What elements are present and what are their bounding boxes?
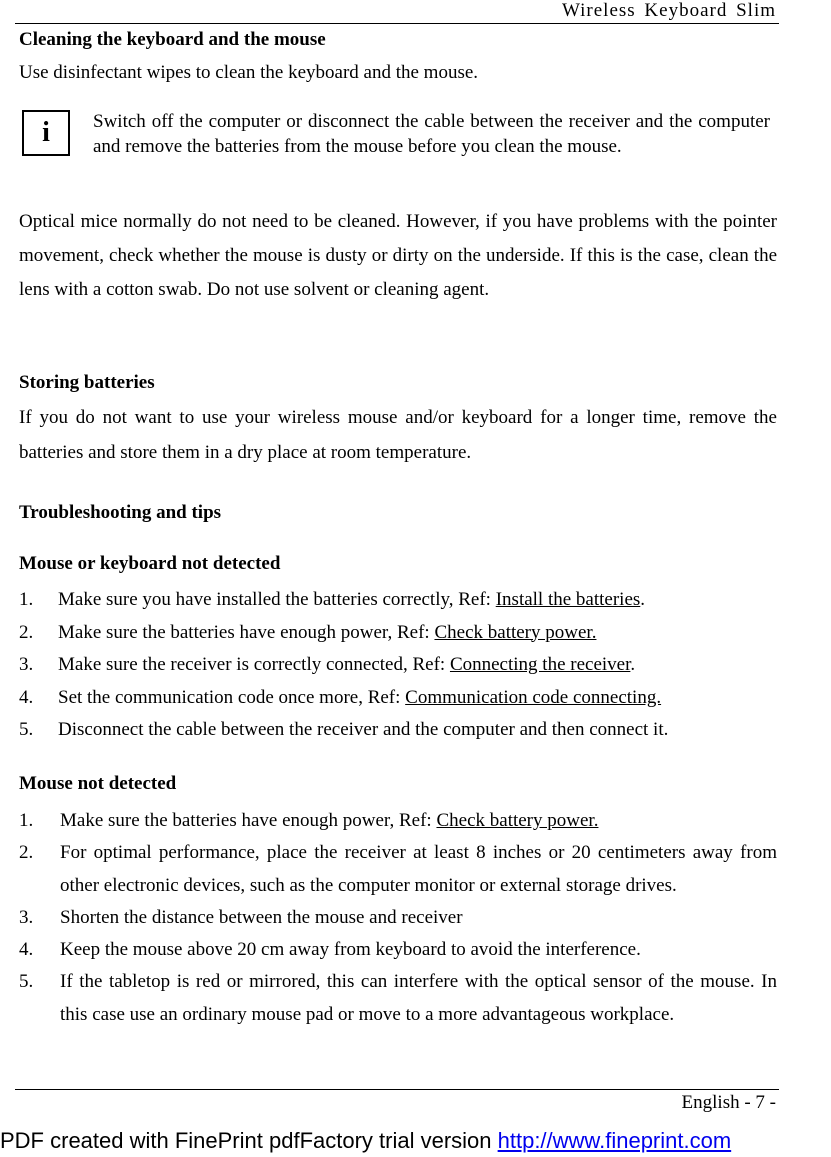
info-icon: i bbox=[22, 110, 70, 156]
page-number: English - 7 - bbox=[681, 1092, 776, 1113]
list-item bbox=[19, 682, 777, 715]
list-item bbox=[19, 966, 777, 1031]
list-item-number: 1. bbox=[19, 810, 34, 831]
footer-rule bbox=[15, 1089, 779, 1090]
list-item-number: 5. bbox=[19, 971, 34, 993]
storing-heading: Storing batteries bbox=[19, 372, 155, 393]
reference-link[interactable]: Connecting the receiver bbox=[449, 654, 631, 675]
list-item-text: If the tabletop is red or mirrored, this can interfere with the optical sensor of the mouse. In this case use an ordinary mouse pad or move to a more advantageous workplace. bbox=[60, 971, 777, 1025]
troubleshooting-heading: Troubleshooting and tips bbox=[19, 502, 222, 523]
cleaning-body: Optical mice normally do not need to be cleaned. However, if you have problems with the pointer movement, check whether the mouse is dusty or dirty on the underside. If this is the case, clean the lens with a cotton swab. Do not use solvent or cleaning agent. bbox=[19, 211, 777, 300]
pdf-banner-text: PDF created with FinePrint pdfFactory trial version bbox=[0, 1128, 498, 1153]
header-rule bbox=[15, 23, 779, 24]
list-item-number: 4. bbox=[19, 686, 34, 708]
list-item bbox=[19, 649, 777, 682]
not-detected-heading: Mouse or keyboard not detected bbox=[19, 553, 281, 574]
list-item bbox=[19, 934, 777, 966]
list-item-number: 3. bbox=[19, 654, 34, 675]
list-item-number: 5. bbox=[19, 719, 34, 740]
list-item-tail: . bbox=[640, 589, 646, 610]
header-title: Wireless Keyboard Slim bbox=[561, 0, 776, 21]
cleaning-intro: Use disinfectant wipes to clean the keyboard and the mouse. bbox=[19, 62, 479, 83]
list-item bbox=[19, 902, 777, 934]
list-item-number: 2. bbox=[19, 621, 34, 643]
list-item-text: Make sure the receiver is correctly connected, Ref: bbox=[58, 654, 450, 675]
list-item-tail: . bbox=[630, 654, 636, 675]
mouse-not-detected-heading: Mouse not detected bbox=[19, 773, 177, 794]
list-item-number: 2. bbox=[19, 842, 34, 864]
list-item-text: Make sure you have installed the batteries correctly, Ref: bbox=[58, 589, 496, 610]
reference-link[interactable]: Check battery power. bbox=[434, 621, 597, 643]
reference-link[interactable]: Install the batteries bbox=[495, 589, 641, 610]
pdf-banner-link[interactable]: http://www.fineprint.com bbox=[497, 1128, 732, 1153]
cleaning-heading: Cleaning the keyboard and the mouse bbox=[19, 29, 326, 50]
list-item bbox=[19, 837, 777, 902]
list-item-text: Disconnect the cable between the receiver and the computer and then connect it. bbox=[58, 719, 669, 740]
list-item-number: 3. bbox=[19, 906, 34, 928]
list-item bbox=[19, 805, 777, 837]
not-detected-list bbox=[19, 584, 777, 747]
cleaning-note: Switch off the computer or disconnect the cable between the receiver and the computer and remove the batteries from the mouse before you clean the mouse. bbox=[93, 111, 770, 157]
list-item-text: Make sure the batteries have enough power, Ref: bbox=[58, 621, 435, 643]
list-item-text: Make sure the batteries have enough power, Ref: bbox=[60, 810, 437, 831]
list-item-number: 1. bbox=[19, 589, 34, 610]
list-item bbox=[19, 714, 777, 747]
reference-link[interactable]: Check battery power. bbox=[436, 810, 599, 831]
list-item-number: 4. bbox=[19, 939, 34, 961]
list-item bbox=[19, 617, 777, 650]
reference-link[interactable]: Communication code connecting. bbox=[405, 686, 662, 708]
storing-body: If you do not want to use your wireless mouse and/or keyboard for a longer time, remove the batteries and store them in a dry place at room temperature. bbox=[19, 407, 777, 463]
mouse-not-detected-list bbox=[19, 805, 777, 1031]
pdf-banner bbox=[0, 1128, 831, 1154]
list-item-text: Set the communication code once more, Ref: bbox=[58, 686, 406, 708]
list-item-text: Keep the mouse above 20 cm away from keyboard to avoid the interference. bbox=[60, 939, 641, 961]
list-item-text: Shorten the distance between the mouse and receiver bbox=[60, 906, 463, 928]
list-item bbox=[19, 584, 777, 617]
list-item-text: For optimal performance, place the receiver at least 8 inches or 20 centimeters away from other electronic devices, such as the computer monitor or external storage drives. bbox=[60, 842, 777, 896]
